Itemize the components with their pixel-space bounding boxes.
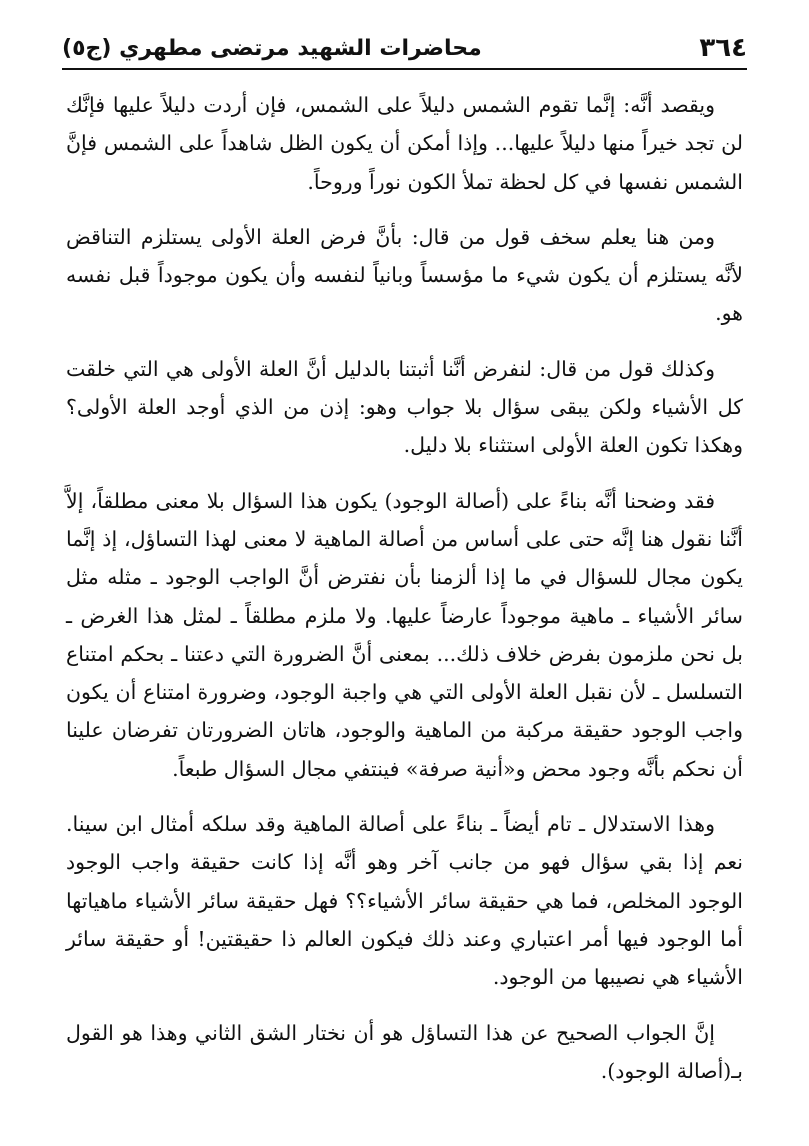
page-body: [66, 86, 743, 1107]
paragraph-5: وهذا الاستدلال ـ تام أيضاً ـ بناءً على أصالة الماهية وقد سلكه أمثال ابن سينا. نعم إذا بقي سؤال فهو من جانب آخر وهو أنَّه إذا كانت حقيقة واجب الوجود الوجود المخلص، فما هي حقيقة سائر الأشياء؟؟ فهل حقيقة سائر الأشياء ماهياتها أما الوجود فيها أمر اعتباري وعند ذلك فيكون العالم ذا حقيقتين! أو حقيقة سائر الأشياء هي نصيبها من الوجود.: [66, 812, 743, 990]
running-title: محاضرات الشهيد مرتضى مطهري (ج٥): [62, 35, 482, 61]
page-number: ٣٦٤: [699, 33, 747, 63]
paragraph-6: إنَّ الجواب الصحيح عن هذا التساؤل هو أن نختار الشق الثاني وهذا هو القول بـ(أصالة الوجود).: [66, 1020, 743, 1083]
page-header: [62, 28, 747, 70]
paragraph-3: وكذلك قول من قال: لنفرض أنَّنا أثبتنا بالدليل أنَّ العلة الأولى هي التي خلقت كل الأشياء ولكن يبقى سؤال بلا جواب وهو: إذن من الذي أوجد العلة الأولى؟ وهكذا تكون العلة الأولى استثناء بلا دليل.: [66, 356, 743, 458]
paragraph-1: ويقصد أنَّه: إنَّما تقوم الشمس دليلاً على الشمس، فإن أردت دليلاً عليها فإنَّك لن تجد خيراً منها دليلاً عليها... وإذا أمكن أن يكون الظل شاهداً على الشمس فإنَّ الشمس نفسها في كل لحظة تملأ الكون نوراً وروحاً.: [66, 93, 743, 194]
paragraph-4: فقد وضحنا أنَّه بناءً على (أصالة الوجود) يكون هذا السؤال بلا معنى مطلقاً، إلاَّ أنَّنا نقول هنا إنَّه حتى على أساس من أصالة الماهية لا معنى لهذا التساؤل، إذ إنَّما يكون مجال للسؤال في ما إذا ألزمنا بأن نفترض أنَّ الواجب الوجود ـ مثله مثل سائر الأشياء ـ ماهية موجوداً عارضاً عليها. ولا ملزم مطلقاً ـ لمثل هذا الغرض ـ بل نحن ملزمون بفرض خلاف ذلك... بمعنى أنَّ الضرورة التي دعتنا ـ بحكم امتناع التسلسل ـ لأن نقبل العلة الأولى التي هي واجبة الوجود، وضرورة امتناع أن يكون واجب الوجود حقيقة مركبة من الماهية والوجود، هاتان الضرورتان تفرضان علينا أن نحكم بأنَّه وجود محض و«أنية صرفة» فينتفي مجال السؤال طبعاً.: [66, 488, 743, 781]
paragraph-2: ومن هنا يعلم سخف قول من قال: بأنَّ فرض العلة الأولى يستلزم التناقض لأنَّه يستلزم أن يكون شيء ما مؤسساً وبانياً لنفسه وأن يكون موجوداً قبل نفسه هو.: [66, 224, 743, 326]
